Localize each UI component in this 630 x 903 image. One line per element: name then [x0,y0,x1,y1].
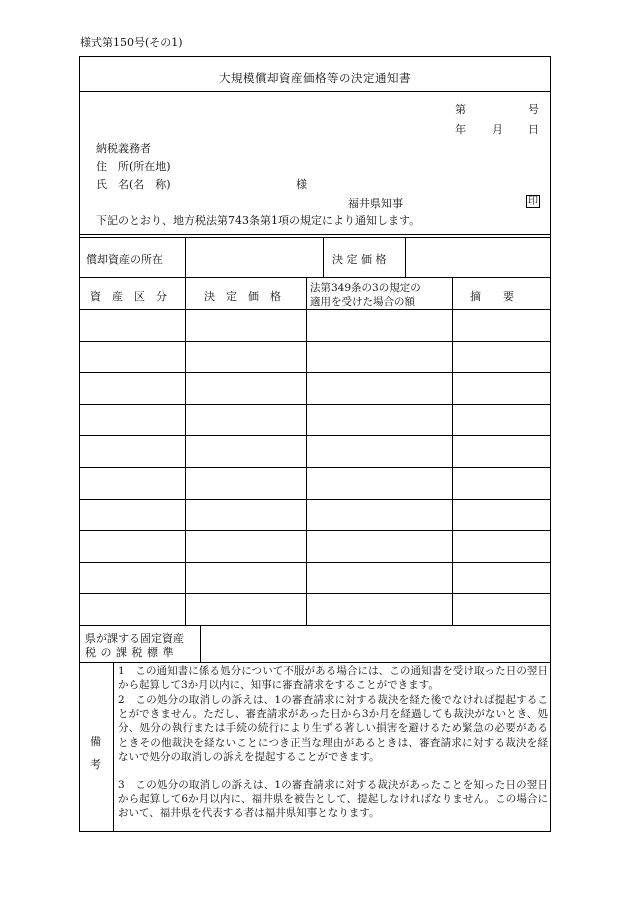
date-month: 月 [492,123,503,136]
location-divider [185,237,186,277]
col-header-special-amount-2: 適用を受けた場合の額 [310,296,415,308]
address-label: 住 所(所在地) [96,160,171,173]
table-row [80,593,550,594]
remarks-note-2: 2 この処分の取消しの訴えは、1の審査請求に対する裁決を経た後でなければ提起することができません。ただし、審査請求があった日から3か月を経過しても裁決がないとき、処分、処分の執行または手続の続行により生ずる著しい損害を避けるため緊急の必要があるときその他裁決を経ないことにつき正当な理由があるときは、審査請求に対する裁決を経ないで処分の取消しの訴えを提起することができます。 [118,694,548,763]
remarks-note-1: 1 この通知書に係る処分について不服がある場合には、この通知書を受け取った日の翌日から起算して3か月以内に、知事に審査請求をすることができます。 [118,665,548,692]
col-header-special-amount-1: 法第349条の3の規定の [310,282,421,294]
col-header-asset-class: 資 産 区 分 [90,290,167,303]
tax-standard-divider [200,625,201,662]
honorific: 様 [296,178,307,191]
notice-text: 下記のとおり、地方税法第743条第1項の規定により通知します。 [96,214,421,227]
decided-price-label: 決 定 価 格 [332,253,387,266]
sender-label: 福井県知事 [348,197,403,210]
form-number: 様式第150号(その1) [80,36,183,49]
date-year: 年 [455,123,466,136]
col-header-remarks: 摘 要 [470,290,514,303]
title-divider [80,91,550,92]
header-divider-2 [80,237,550,238]
table-row [80,435,550,436]
tax-standard-line1: 県が課する固定資産 [85,632,184,645]
table-row [80,372,550,373]
table-col-divider [185,277,186,625]
seal-stamp: 印 [528,196,538,207]
table-row [80,341,550,342]
form-title: 大規模償却資産価格等の決定通知書 [219,71,411,85]
table-row [80,562,550,563]
table-row [80,530,550,531]
table-header-bottom [80,309,550,310]
remarks-divider [113,662,114,832]
location-label: 償却資産の所在 [86,253,163,266]
col-header-decided-price: 決 定 価 格 [204,290,281,303]
table-row [80,467,550,468]
table-row [80,499,550,500]
taxpayer-label: 納税義務者 [96,142,151,155]
remarks-label-2: 考 [90,758,101,771]
number-prefix: 第 [455,103,466,116]
notice-form [79,56,551,832]
table-col-divider [306,277,307,625]
number-suffix: 号 [528,103,539,116]
name-label: 氏 名(名 称) [96,178,171,191]
table-col-divider [452,277,453,625]
header-divider-1 [80,234,550,235]
remarks-label-1: 備 [90,735,101,748]
tax-standard-bottom [80,662,550,663]
table-bottom [80,625,550,626]
tax-standard-line2: 税 の 課 税 標 準 [85,646,174,659]
price-label-right [405,237,406,277]
remarks-note-3: 3 この処分の取消しの訴えは、1の審査請求に対する裁決があったことを知った日の翌日から起算して6か月以内に、福井県を被告として、提起しなければなりません。この場合において、福井県を代表する者は福井県知事となります。 [118,779,548,820]
price-label-left [323,237,324,277]
date-day: 日 [528,123,539,136]
table-row [80,404,550,405]
location-row-bottom [80,277,550,278]
